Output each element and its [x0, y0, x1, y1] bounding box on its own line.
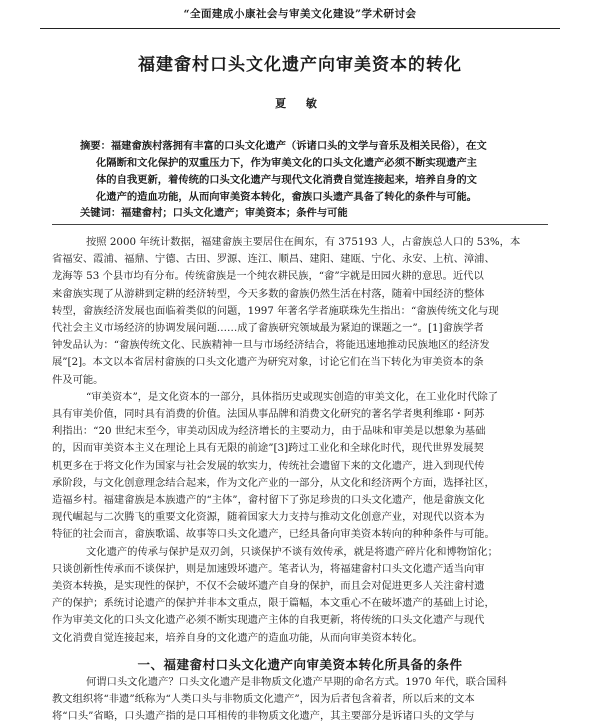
paper-title: 福建畲村口头文化遗产向审美资本的转化	[138, 55, 462, 75]
running-header: “全面建成小康社会与审美文化建设”学术研讨会	[183, 8, 417, 20]
text-line: 利指出：“20 世纪末至今，审美动因成为经济增长的主要动力，由于品味和审美是以想象为基础	[52, 425, 486, 438]
keywords-rule	[52, 224, 548, 225]
abstract-line: 化隔断和文化保护的双重压力下，作为审美文化的口头文化遗产必须不断实现遗产主	[96, 157, 477, 169]
body-text	[52, 234, 548, 647]
text-line: 作为审美文化的口头文化遗产必须不断实现遗产主体的自我更新，将传统的口头文化遗产与现代	[52, 614, 485, 627]
text-line: 承阶段，与文化创意理念结合起来，作为文化产业的一部分，从文化和经济两个方面，选择社区，	[52, 476, 495, 489]
text-line: 代社会主义市场经济的协调发展问题……成了畲族研究领域最为紧迫的课题之一”。[1]畲族学者	[52, 322, 484, 335]
abstract	[80, 138, 532, 206]
text-line: 现代崛起与二次腾飞的重要文化资源，随着国家大力支持与推动文化创意产业，对现代以资本为	[52, 511, 485, 524]
text-line: 将“口头”省略，口头遗产指的是口耳相传的非物质文化遗产，其主要部分是诉诸口头的文学与	[52, 710, 475, 723]
text-line: 展”[2]。本文以本省居村畲族的口头文化遗产为研究对象，讨论它们在当下转化为审美资本的条	[52, 356, 484, 369]
text-line: 美资本转换，是实现性的保护，不仅不会破坏遗产自身的保护，而且会对促进更多人关注畲村遗	[52, 580, 485, 593]
text-line: 文化遗产的传承与保护是双刃剑，只谈保护不谈有效传承，就是将遗产碎片化和博物馆化；	[86, 545, 498, 558]
text-line: 造福乡村。福建畲族是本族遗产的“主体”，畲村留下了弥足珍贵的口头文化遗产，他是畲族文化	[52, 494, 485, 507]
abstract-line: 摘要：福建畲族村落拥有丰富的口头文化遗产（诉诸口头的文学与音乐及相关民俗），在文	[80, 140, 487, 152]
text-line: “审美资本”，是文化资本的一部分，具体指历史或现实创造的审美文化，在工业化时代除了	[86, 390, 499, 403]
text-line: 机更多在于将文化作为国家与社会发展的软实力，传统社会遗留下来的文化遗产，进入到现代传	[52, 459, 485, 472]
text-line: 教文组织将“非遗”纸称为“人类口头与非物质文化遗产”，因为后者包含着者，所以后来的文本	[52, 693, 475, 706]
text-line: 文化消费自觉连接起来，培养自身的文化遗产的造血功能，从而向审美资本转化。	[52, 631, 423, 644]
text-line: 转型，畲族经济发展也面临着类似的问题，1997 年著名学者施联珠先生指出：“畲族传统文化与现	[52, 304, 499, 317]
text-line: 省福安、霞浦、福鼎、宁德、古田、罗源、连江、顺昌、建阳、建瓯、宁化、永安、上杭、漳浦、	[52, 253, 495, 266]
section-body-text	[52, 674, 548, 726]
header-rule	[40, 28, 560, 29]
text-line: 件及可能。	[52, 373, 104, 386]
abstract-line: 体的自我更新，着传统的口头文化遗产与现代文化消费自觉连接起来，培养自身的文	[96, 174, 477, 186]
author-name: 夏 敏	[275, 97, 325, 110]
keywords: 关键词：福建畲村；口头文化遗产；审美资本；条件与可能	[80, 207, 348, 219]
text-line: 的，因而审美资本主义在理论上具有无限的前途”[3]跨过工业化和全球化时代，现代世界发展契	[52, 442, 484, 455]
text-line: 钟发品认为：“畲族传统文化、民族精神一旦与市场经济结合，将能迅速地推动民族地区的经济发	[52, 339, 490, 352]
abstract-line: 化遗产的造血功能，从而向审美资本转化，畲族口头遗产具备了转化的条件与可能。	[96, 191, 477, 203]
text-line: 龙海等 53 个县市均有分布。传统畲族是一个纯农耕民族，“畲”字就是田园火耕的意思。近代以	[52, 270, 484, 283]
text-line: 只谈创新性传承而不谈保护，则是加速毁坏遗产。笔者认为，将福建畲村口头文化遗产适当向审	[52, 562, 485, 575]
text-line: 产的保护；系统讨论遗产的保护并非本文重点，限于篇幅，本文重心不在破坏遗产的基础上讨论，	[52, 597, 495, 610]
section-heading: 一、福建畲村口头文化遗产向审美资本转化所具备的条件	[137, 657, 463, 672]
text-line: 来畲族实现了从游耕到定耕的经济转型，今天多数的畲族仍然生活在村落，随着中国经济的整体	[52, 287, 485, 300]
text-line: 何谓口头文化遗产？口头文化遗产是非物质文化遗产早期的命名方式。1970 年代，联合国科	[86, 676, 507, 688]
text-line: 按照 2000 年统计数据，福建畲族主要居住在闽东，有 375193 人，占畲族总人口的 53%，本	[86, 236, 521, 248]
text-line: 具有审美价值，同时具有消费的价值。法国从事品牌和消费文化研究的著名学者奥利维耶・阿苏	[52, 408, 485, 421]
text-line: 特征的社会而言，畲族歌谣、故事等口头文化遗产，已经具备向审美资本转向的种种条件与可能。	[52, 528, 495, 541]
